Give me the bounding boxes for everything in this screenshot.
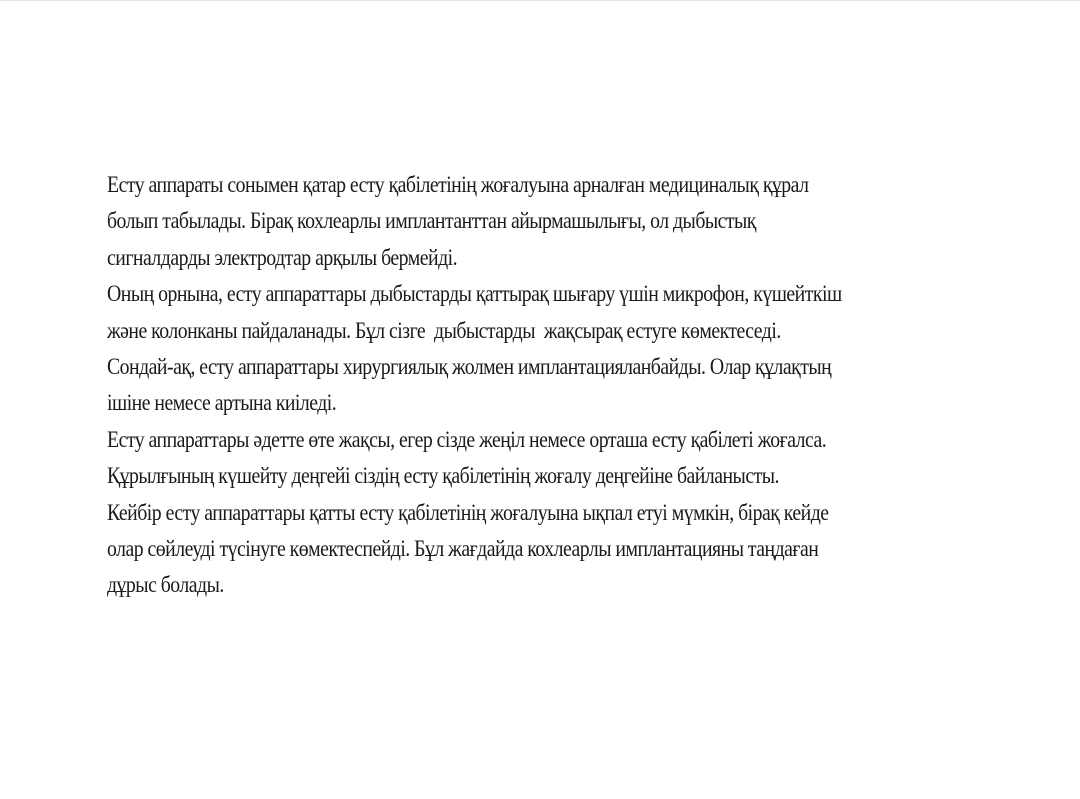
text-line: олар сөйлеуді түсінуге көмектеспейді. Бұл жағдайда кохлеарлы имплантацияны таңдаған bbox=[107, 536, 819, 562]
text-line: және колонканы пайдаланады. Бұл сізге дыбыстарды жақсырақ естуге көмектеседі. bbox=[107, 317, 781, 343]
text-line: Сондай-ақ, есту аппараттары хирургиялық жолмен имплантацияланбайды. Олар құлақтың bbox=[107, 354, 832, 380]
text-line: Есту аппараттары әдетте өте жақсы, егер сізде жеңіл немесе орташа есту қабілеті жоғалса. bbox=[107, 426, 827, 452]
text-line: болып табылады. Бірақ кохлеарлы имплантанттан айырмашылығы, ол дыбыстық bbox=[107, 208, 756, 234]
text-line: Есту аппараты сонымен қатар есту қабілетінің жоғалуына арналған медициналық құрал bbox=[107, 172, 809, 197]
document-text bbox=[107, 167, 881, 604]
text-line: сигналдарды электродтар арқылы бермейді. bbox=[107, 244, 458, 270]
text-line: Құрылғының күшейту деңгейі сіздің есту қабілетінің жоғалу деңгейіне байланысты. bbox=[107, 463, 779, 489]
text-line: ішіне немесе артына киіледі. bbox=[107, 390, 337, 416]
text-line: дұрыс болады. bbox=[107, 572, 224, 598]
text-line: Кейбір есту аппараттары қатты есту қабілетінің жоғалуына ықпал етуі мүмкін, бірақ кейде bbox=[107, 499, 829, 525]
text-line: Оның орнына, есту аппараттары дыбыстарды қаттырақ шығару үшін микрофон, күшейткіш bbox=[107, 281, 842, 307]
